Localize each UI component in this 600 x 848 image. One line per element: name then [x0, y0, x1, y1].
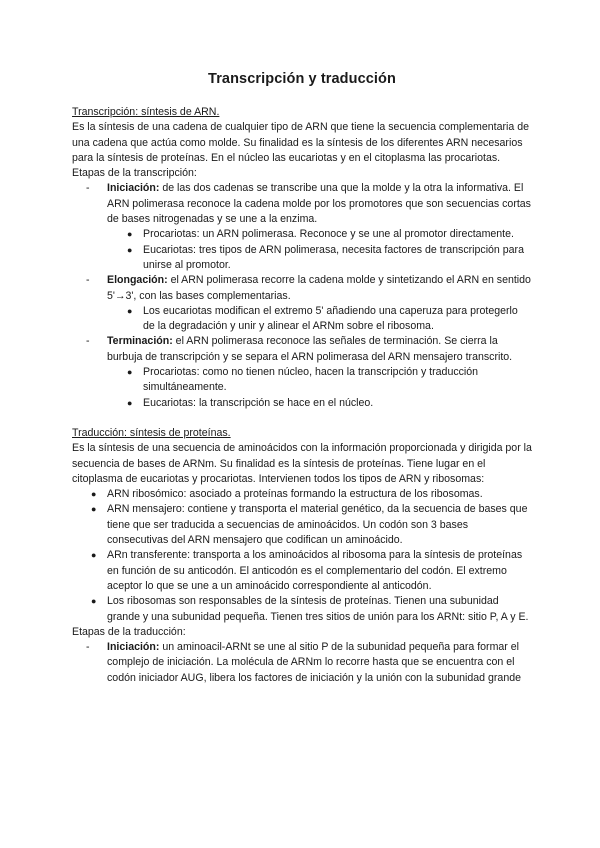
list-item-text: Procariotas: como no tienen núcleo, hacen la transcripción y traducción simultáneamente. — [143, 366, 479, 394]
stage-item: - Iniciación: de las dos cadenas se transcribe una que la molde y la otra la informativa. El ARN polimerasa reconoce la cadena molde por los promotores que son secuencias cortas de bases nitrogenadas y se une a la enzima. — [86, 182, 531, 226]
list-item-text: Los ribosomas son responsables de la síntesis de proteínas. Tienen una subunidad grande y una subunidad pequeña. Tienen tres sitios de unión para los ARNt: sitio P, A y E. — [107, 595, 529, 623]
list-item: ● Los eucariotas modifican el extremo 5' añadiendo una caperuza para protegerlo de la degradación y unir y alinear el ARNm sobre el ribosoma. — [127, 304, 518, 333]
list-item-text: ARN mensajero: contiene y transporta el material genético, da la secuencia de bases que tiene que ser traducida a secuencias de aminoácidos. Un codón son 3 bases consecutivas del ARN mensajero que codifican un aminoácido. — [107, 503, 528, 547]
section-heading-traduccion: Traducción: síntesis de proteínas. — [72, 426, 231, 439]
stage-item: - Terminación: el ARN polimerasa reconoce las señales de terminación. Se cierra la burbuja de transcripción y se separa el ARN polimerasa del ARN mensajero transcrito. — [86, 335, 513, 363]
list-item-text: ARn transferente: transporta a los aminoácidos al ribosoma para la síntesis de proteínas en función de su anticodón. El anticodón es el complementario del codón. El extremo aceptor lo que se une a un aminoácido correspondiente al anticodón. — [107, 549, 523, 592]
document-title: Transcripción y traducción — [208, 71, 396, 87]
stages-label: Etapas de la traducción: — [72, 625, 186, 638]
list-item-text: ARN ribosómico: asociado a proteínas formando la estructura de los ribosomas. — [107, 488, 483, 501]
list-item-text: Eucariotas: tres tipos de ARN polimerasa, necesita factores de transcripción para unirse al promotor. — [143, 243, 524, 271]
stages-label: Etapas de la transcripción: — [72, 167, 197, 180]
list-item-text: Los eucariotas modifican el extremo 5' añadiendo una caperuza para protegerlo de la degradación y unir y alinear el ARNm sobre el ribosoma. — [143, 304, 518, 333]
stage-item: - Elongación: el ARN polimerasa recorre la cadena molde y sintetizando el ARN en sentido 5'→3', con las bases complementarias. — [86, 274, 531, 302]
stage-text: de las dos cadenas se transcribe una que la molde y la otra la informativa. El ARN polimerasa reconoce la cadena molde por los promotores que son secuencias cortas de bases nitrogenadas y se une a la enzima. — [107, 182, 531, 226]
list-item: ● Eucariotas: la transcripción se hace en el núcleo. — [127, 396, 374, 409]
list-item: ● ARn transferente: transporta a los aminoácidos al ribosoma para la síntesis de proteínas en función de su anticodón. El anticodón es el complementario del codón. El extremo aceptor lo que se une a un aminoácido correspondiente al anticodón. — [91, 549, 523, 592]
stage-label: Terminación: — [107, 335, 173, 348]
stage-label: Iniciación: — [107, 182, 160, 195]
list-item: ● Eucariotas: tres tipos de ARN polimerasa, necesita factores de transcripción para unirse al promotor. — [127, 243, 524, 271]
section-heading-transcripcion: Transcripción: síntesis de ARN. — [72, 106, 220, 118]
list-item: ● ARN ribosómico: asociado a proteínas formando la estructura de los ribosomas. — [91, 488, 483, 501]
stage-text: el ARN polimerasa recorre la cadena molde y sintetizando el ARN en sentido 5'→3', con las bases complementarias. — [107, 274, 531, 302]
paragraph: Es la síntesis de una cadena de cualquier tipo de ARN que tiene la secuencia complementaria de una cadena que actúa como molde. Su finalidad es la síntesis de los diferentes ARN necesarios para la síntesis de proteínas. En el núcleo las eucariotas y en el citoplasma las procariotas. — [72, 121, 529, 164]
stage-label: Elongación: — [107, 274, 168, 287]
list-item: ● Procariotas: como no tienen núcleo, hacen la transcripción y traducción simultáneamente. — [127, 366, 479, 394]
paragraph: Es la síntesis de una secuencia de aminoácidos con la información proporcionada y dirigida por la secuencia de bases de ARNm. Su finalidad es la síntesis de proteínas. Tiene lugar en el citoplasma de eucariotas y procariotas. Intervienen todos los tipos de ARN y ribosomas: — [72, 442, 532, 485]
document-body — [72, 105, 532, 686]
stage-text: un aminoacil-ARNt se une al sitio P de la subunidad pequeña para formar el complejo de iniciación. La molécula de ARNm lo recorre hasta que se encuentra con el codón iniciador AUG, libera los factores de iniciación y la unión con la subunidad grande — [107, 641, 521, 684]
list-item: ● Los ribosomas son responsables de la síntesis de proteínas. Tienen una subunidad grande y una subunidad pequeña. Tienen tres sitios de unión para los ARNt: sitio P, A y E. — [91, 595, 529, 623]
list-item: ● Procariotas: un ARN polimerasa. Reconoce y se une al promotor directamente. — [127, 228, 514, 241]
stage-text: el ARN polimerasa reconoce las señales de terminación. Se cierra la burbuja de transcripción y se separa el ARN polimerasa del ARN mensajero transcrito. — [107, 335, 513, 363]
list-item-text: Procariotas: un ARN polimerasa. Reconoce y se une al promotor directamente. — [143, 228, 514, 241]
stage-item: - Iniciación: un aminoacil-ARNt se une al sitio P de la subunidad pequeña para formar el complejo de iniciación. La molécula de ARNm lo recorre hasta que se encuentra con el codón iniciador AUG, libera los factores de iniciación y la unión con la subunidad grande — [86, 641, 521, 684]
list-item: ● ARN mensajero: contiene y transporta el material genético, da la secuencia de bases que tiene que ser traducida a secuencias de aminoácidos. Un codón son 3 bases consecutivas del ARN mensajero que codifican un aminoácido. — [91, 503, 528, 547]
stage-label: Iniciación: — [107, 641, 160, 654]
list-item-text: Eucariotas: la transcripción se hace en el núcleo. — [143, 396, 374, 409]
